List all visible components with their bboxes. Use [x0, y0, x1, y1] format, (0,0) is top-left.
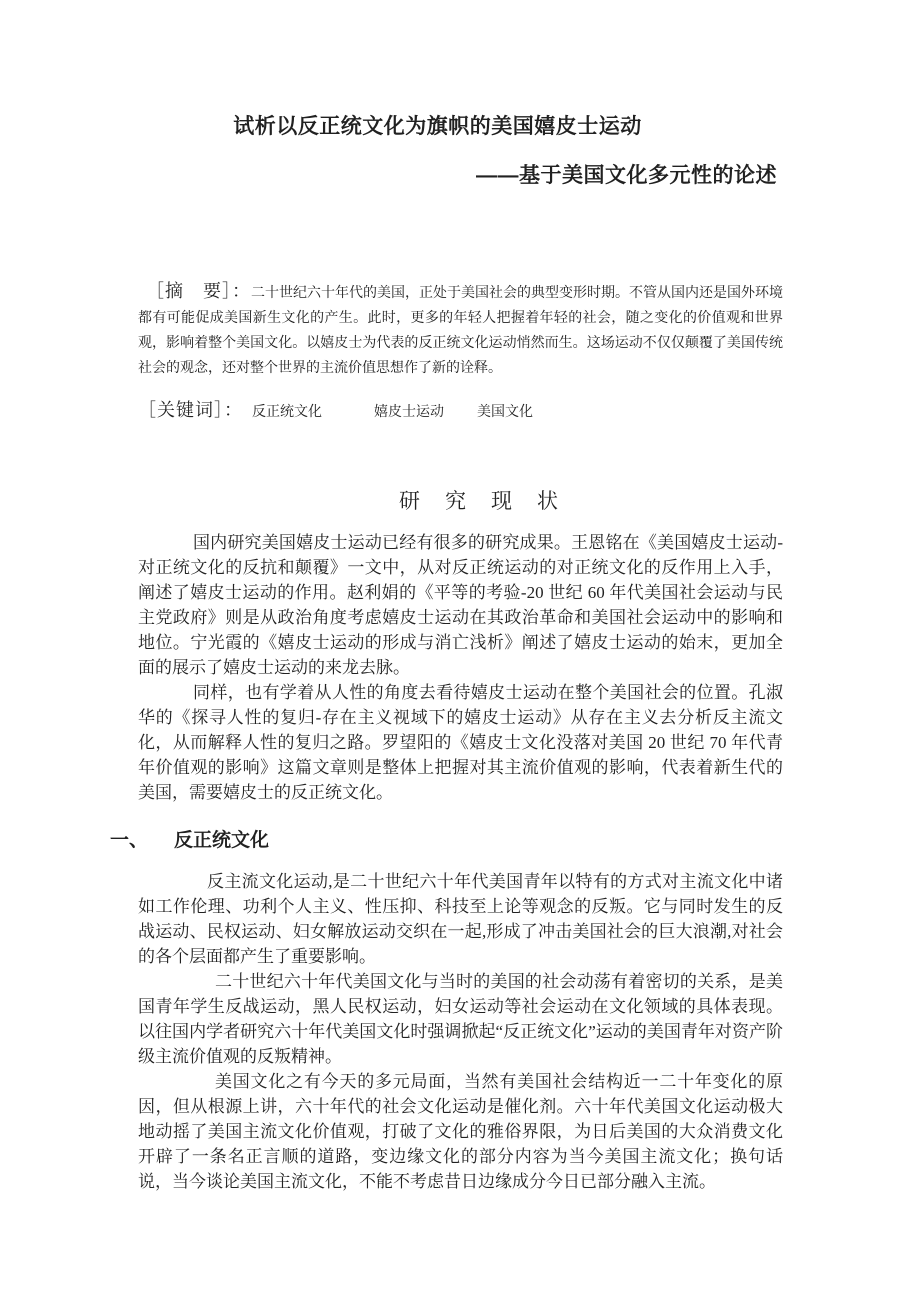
paragraph: 美国文化之有今天的多元局面，当然有美国社会结构近一二十年变化的原因，但从根源上讲，六十年代的社会文化运动是催化剂。六十年代美国文化运动极大地动摇了美国主流文化价值观，打破了文化的雅俗界限，为日后美国的大众消费文化开辟了一条名正言顺的道路，变边缘文化的部分内容为当今美国主流文化；换句话说，当今谈论美国主流文化，不能不考虑昔日边缘成分今日已部分融入主流。 — [138, 1072, 783, 1191]
abstract-text: 二十世纪六十年代的美国，正处于美国社会的典型变形时期。不管从国内还是国外环境都有可能促成美国新生文化的产生。此时，更多的年轻人把握着年轻的社会，随之变化的价值观和世界观，影响着整个美国文化。以嬉皮士为代表的反正统文化运动悄然而生。这场运动不仅仅颠覆了美国传统社会的观念，还对整个世界的主流价值思想作了新的诠释。 — [138, 286, 783, 376]
research-status-heading: 研 究 现 状 — [399, 489, 560, 513]
paper-title: 试析以反正统文化为旗帜的美国嬉皮士运动 — [233, 115, 642, 138]
section1-title: 反正统文化 — [174, 830, 270, 851]
abstract-paragraph — [138, 279, 783, 381]
keyword-item: 嬉皮士运动 — [374, 405, 444, 420]
keywords-line — [138, 398, 783, 425]
keywords-label: ［关键词］： — [138, 400, 243, 420]
section1-heading — [110, 827, 783, 855]
paragraph: 国内研究美国嬉皮士运动已经有很多的研究成果。王恩铭在《美国嬉皮士运动-对正统文化的反抗和颠覆》一文中，从对反正统运动的对正统文化的反作用上入手，阐述了嬉皮士运动的作用。赵利娟的《平等的考验-20 世纪 60 年代美国社会运动与民主党政府》则是从政治角度考虑嬉皮士运动在其政治革命和美国社会运动中的影响和地位。宁光霞的《嬉皮士运动的形成与消亡浅析》阐述了嬉皮士运动的始末，更加全面的展示了嬉皮士运动的来龙去脉。 — [138, 533, 783, 677]
section1-body — [138, 869, 783, 1194]
paragraph: 反主流文化运动,是二十世纪六十年代美国青年以特有的方式对主流文化中诸如工作伦理、功利个人主义、性压抑、科技至上论等观念的反叛。它与同时发生的反战运动、民权运动、妇女解放运动交织在一起,形成了冲击美国社会的巨大浪潮,对社会的各个层面都产生了重要影响。 — [138, 872, 783, 966]
section1-number: 一、 — [110, 830, 149, 851]
paragraph: 同样，也有学着从人性的角度去看待嬉皮士运动在整个美国社会的位置。孔淑华的《探寻人性的复归-存在主义视域下的嬉皮士运动》从存在主义去分析反主流文化，从而解释人性的复归之路。罗望阳的《嬉皮士文化没落对美国 20 世纪 70 年代青年价值观的影响》这篇文章则是整体上把握对其主流价值观的影响，代表着新生代的美国，需要嬉皮士的反正统文化。 — [138, 683, 783, 802]
keyword-item: 美国文化 — [477, 405, 533, 420]
paragraph: 二十世纪六十年代美国文化与当时的美国的社会动荡有着密切的关系，是美国青年学生反战运动，黑人民权运动，妇女运动等社会运动在文化领域的具体表现。以往国内学者研究六十年代美国文化时强调掀起“反正统文化”运动的美国青年对资产阶级主流价值观的反叛精神。 — [138, 972, 783, 1066]
keyword-item: 反正统文化 — [252, 405, 322, 420]
abstract-label: ［摘 要］： — [146, 281, 251, 301]
research-status-section — [138, 530, 783, 805]
paper-subtitle: ——基于美国文化多元性的论述 — [476, 164, 777, 187]
